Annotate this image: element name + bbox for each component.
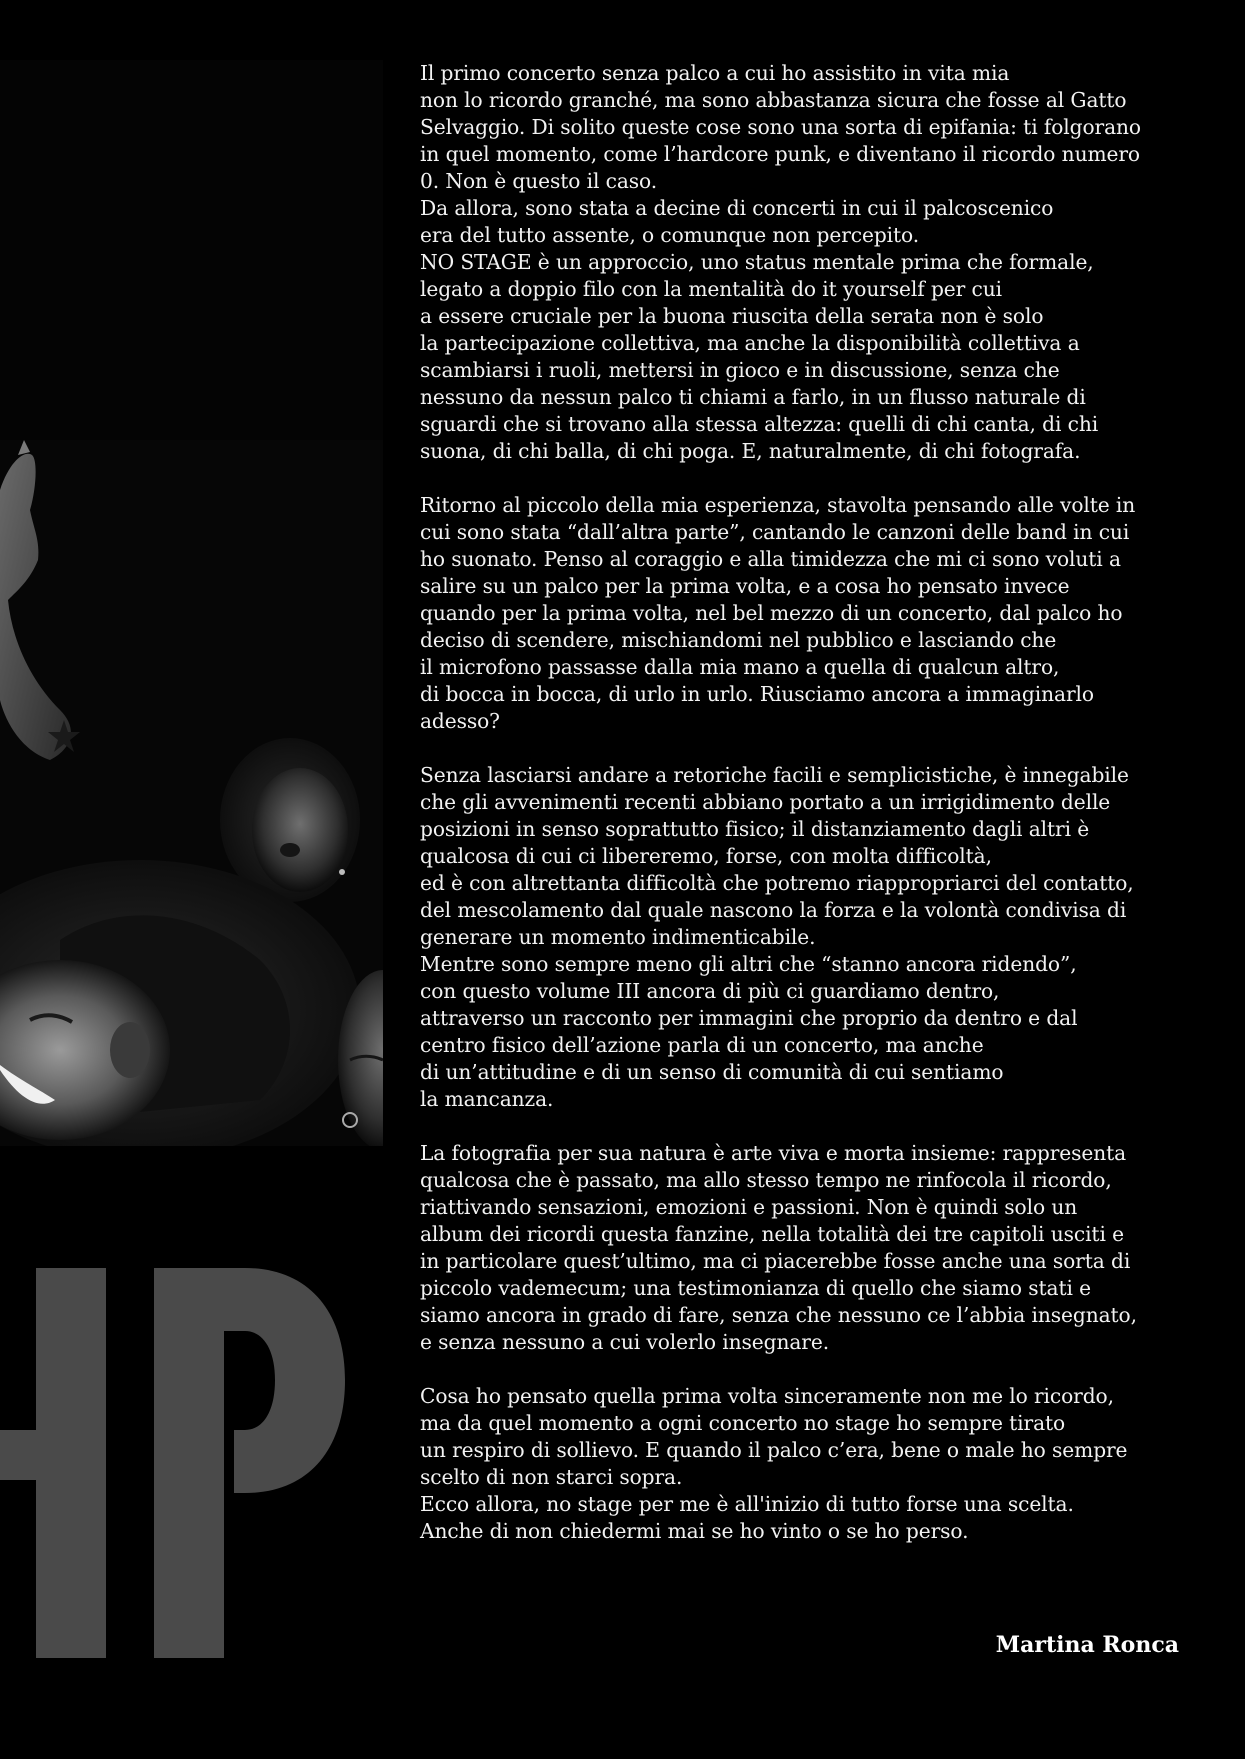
author-signature: Martina Ronca [995, 1632, 1179, 1658]
text-line: Ritorno al piccolo della mia esperienza, stavolta pensando alle volte in [420, 493, 1136, 517]
text-line: e senza nessuno a cui volerlo insegnare. [420, 1330, 830, 1354]
text-line: attraverso un racconto per immagini che proprio da dentro e dal [420, 1006, 1078, 1030]
text-line: qualcosa di cui ci libereremo, forse, con molta difficoltà, [420, 844, 992, 868]
text-line: La fotografia per sua natura è arte viva e morta insieme: rappresenta [420, 1141, 1127, 1165]
text-line: album dei ricordi questa fanzine, nella totalità dei tre capitoli usciti e [420, 1222, 1124, 1246]
text-line: ho suonato. Penso al coraggio e alla timidezza che mi ci sono voluti a [420, 547, 1121, 571]
text-line: che gli avvenimenti recenti abbiano portato a un irrigidimento delle [420, 790, 1111, 814]
text-line: NO STAGE è un approccio, uno status mentale prima che formale, [420, 250, 1094, 274]
concert-crowd-photo [0, 60, 383, 1146]
text-line: generare un momento indimenticabile. [420, 925, 816, 949]
text-line: qualcosa che è passato, ma allo stesso tempo ne rinfocola il ricordo, [420, 1168, 1112, 1192]
text-line: Anche di non chiedermi mai se ho vinto o se ho perso. [420, 1519, 969, 1543]
text-line: il microfono passasse dalla mia mano a quella di qualcun altro, [420, 655, 1060, 679]
text-line: Da allora, sono stata a decine di concerti in cui il palcoscenico [420, 196, 1054, 220]
paragraph [420, 1383, 1200, 1545]
text-line: Il primo concerto senza palco a cui ho assistito in vita mia [420, 61, 1010, 85]
text-line: cui sono stata “dall’altra parte”, cantando le canzoni delle band in cui [420, 520, 1130, 544]
text-line: sguardi che si trovano alla stessa altezza: quelli di chi canta, di chi [420, 412, 1099, 436]
paragraph [420, 762, 1200, 1113]
text-line: in quel momento, come l’hardcore punk, e diventano il ricordo numero [420, 142, 1140, 166]
text-line: scambiarsi i ruoli, mettersi in gioco e in discussione, senza che [420, 358, 1060, 382]
text-line: quando per la prima volta, nel bel mezzo di un concerto, dal palco ho [420, 601, 1123, 625]
text-line: un respiro di sollievo. E quando il palco c’era, bene o male ho sempre [420, 1438, 1128, 1462]
text-line: Selvaggio. Di solito queste cose sono una sorta di epifania: ti folgorano [420, 115, 1141, 139]
paragraph [420, 60, 1200, 465]
text-line: 0. Non è questo il caso. [420, 169, 658, 193]
text-line: scelto di non starci sopra. [420, 1465, 683, 1489]
text-line: a essere cruciale per la buona riuscita della serata non è solo [420, 304, 1044, 328]
text-line: posizioni in senso soprattutto fisico; il distanziamento dagli altri è [420, 817, 1090, 841]
text-line: suona, di chi balla, di chi poga. E, naturalmente, di chi fotografa. [420, 439, 1081, 463]
text-line: Ecco allora, no stage per me è all'inizio di tutto forse una scelta. [420, 1492, 1074, 1516]
text-line: ed è con altrettanta difficoltà che potremo riappropriarci del contatto, [420, 871, 1134, 895]
text-line: con questo volume III ancora di più ci guardiamo dentro, [420, 979, 1000, 1003]
text-line: centro fisico dell’azione parla di un concerto, ma anche [420, 1033, 984, 1057]
text-line: la mancanza. [420, 1087, 554, 1111]
paragraph [420, 1140, 1200, 1356]
text-line: era del tutto assente, o comunque non percepito. [420, 223, 920, 247]
text-line: ma da quel momento a ogni concerto no stage ho sempre tirato [420, 1411, 1066, 1435]
text-line: Senza lasciarsi andare a retoriche facili e semplicistiche, è innegabile [420, 763, 1129, 787]
text-line: Mentre sono sempre meno gli altri che “stanno ancora ridendo”, [420, 952, 1077, 976]
text-line: Cosa ho pensato quella prima volta sinceramente non me lo ricordo, [420, 1384, 1114, 1408]
text-line: in particolare quest’ultimo, ma ci piacerebbe fosse anche una sorta di [420, 1249, 1131, 1273]
text-line: salire su un palco per la prima volta, e a cosa ho pensato invece [420, 574, 1070, 598]
text-line: deciso di scendere, mischiandomi nel pubblico e lasciando che [420, 628, 1057, 652]
text-line: del mescolamento dal quale nascono la forza e la volontà condivisa di [420, 898, 1127, 922]
article-body [420, 60, 1200, 1545]
text-line: la partecipazione collettiva, ma anche la disponibilità collettiva a [420, 331, 1080, 355]
text-line: siamo ancora in grado di fare, senza che nessuno ce l’abbia insegnato, [420, 1303, 1137, 1327]
text-line: legato a doppio filo con la mentalità do it yourself per cui [420, 277, 1002, 301]
text-line: nessuno da nessun palco ti chiami a farlo, in un flusso naturale di [420, 385, 1086, 409]
text-line: piccolo vademecum; una testimonianza di quello che siamo stati e [420, 1276, 1091, 1300]
text-line: di un’attitudine e di un senso di comunità di cui sentiamo [420, 1060, 1004, 1084]
text-line: di bocca in bocca, di urlo in urlo. Riusciamo ancora a immaginarlo [420, 682, 1094, 706]
text-line: non lo ricordo granché, ma sono abbastanza sicura che fosse al Gatto [420, 88, 1127, 112]
decorative-letters-graphic [0, 1268, 360, 1658]
text-line: riattivando sensazioni, emozioni e passioni. Non è quindi solo un [420, 1195, 1078, 1219]
text-line: adesso? [420, 709, 500, 733]
paragraph [420, 492, 1200, 735]
